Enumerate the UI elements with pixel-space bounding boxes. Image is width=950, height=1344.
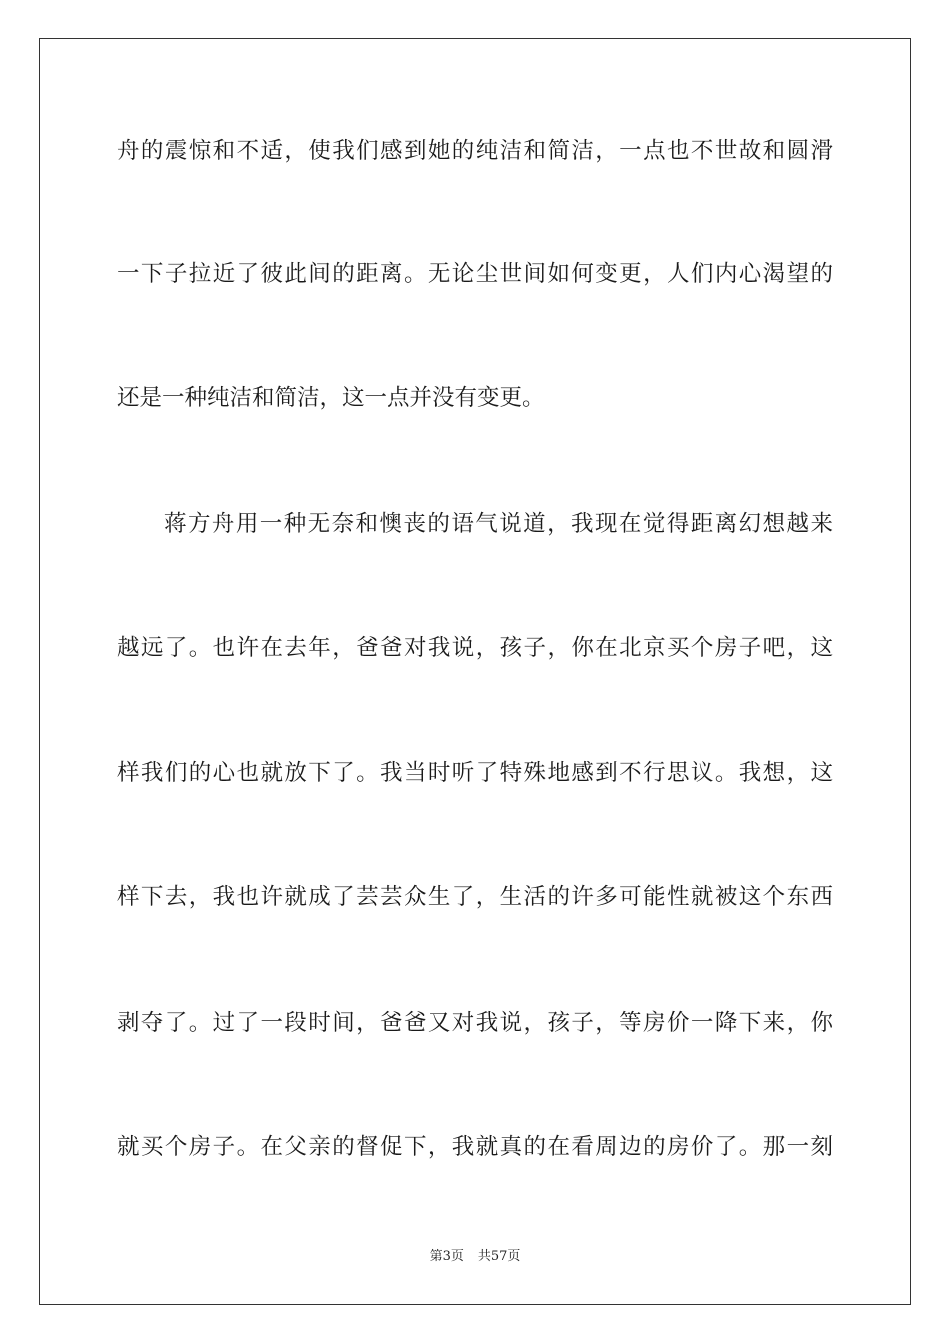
text-line-8: 剥夺了。过了一段时间，爸爸又对我说，孩子，等房价一降下来，你 bbox=[117, 1010, 833, 1036]
page-total: 共57页 bbox=[477, 1249, 521, 1264]
page-border bbox=[39, 38, 911, 1305]
text-line-3: 还是一种纯洁和简洁，这一点并没有变更。 bbox=[117, 385, 545, 411]
text-line-1: 舟的震惊和不适，使我们感到她的纯洁和简洁，一点也不世故和圆滑 bbox=[117, 138, 833, 164]
page-footer bbox=[0, 1248, 950, 1266]
text-line-5: 越远了。也许在去年，爸爸对我说，孩子，你在北京买个房子吧，这 bbox=[117, 635, 833, 661]
text-line-2: 一下子拉近了彼此间的距离。无论尘世间如何变更，人们内心渴望的 bbox=[117, 261, 833, 287]
page-number: 第3页 bbox=[429, 1249, 464, 1264]
text-line-7: 样下去，我也许就成了芸芸众生了，生活的许多可能性就被这个东西 bbox=[117, 884, 833, 910]
text-line-6: 样我们的心也就放下了。我当时听了特殊地感到不行思议。我想，这 bbox=[117, 760, 833, 786]
text-line-4: 蒋方舟用一种无奈和懊丧的语气说道，我现在觉得距离幻想越来 bbox=[164, 511, 833, 537]
text-line-9: 就买个房子。在父亲的督促下，我就真的在看周边的房价了。那一刻 bbox=[117, 1134, 833, 1160]
